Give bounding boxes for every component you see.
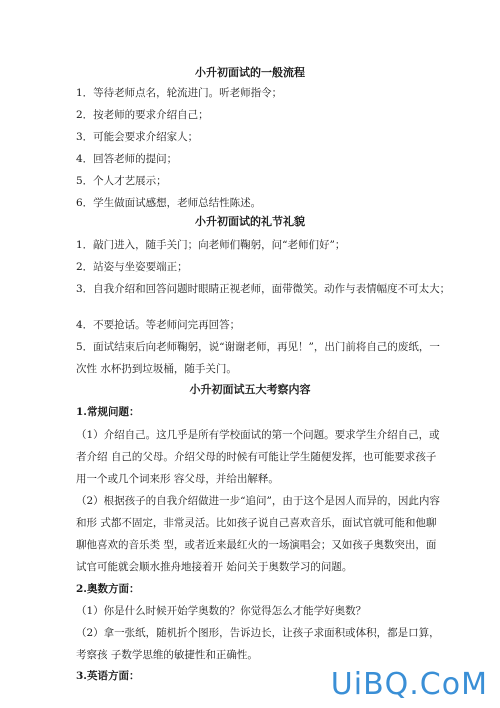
site-watermark: UiBQ.CoM — [330, 667, 488, 702]
list-item: 3．可能会要求介绍家人； — [76, 131, 199, 143]
paragraph-line: 和形 式都不固定，非常灵活。比如孩子说自己喜欢音乐，面试官就可能和他聊 — [76, 517, 437, 529]
paragraph-line: （2）拿一张纸，随机折个图形，告诉边长，让孩子求面积或体积，都是口算， — [76, 627, 440, 639]
list-item: 6．学生做面试感想，老师总结性陈述。 — [76, 197, 262, 209]
list-item: 5．面试结束后向老师鞠躬，说“谢谢老师，再见！”，出门前将自己的废纸，一 — [76, 341, 440, 353]
paragraph-line: 聊他喜欢的音乐类 型，或者近来最红火的一场演唱会；又如孩子奥数突出，面 — [76, 539, 437, 551]
paragraph-line: 者介绍 自己的父母。介绍父母的时候有可能让学生随便发挥，也可能要求孩子 — [76, 451, 437, 463]
section-title: 小升初面试的一般流程 — [195, 66, 305, 79]
list-item: 5．个人才艺展示； — [76, 175, 167, 187]
list-item: 1．敲门进入，随手关门；向老师们鞠躬，问“老师们好”； — [76, 239, 346, 251]
paragraph-line: 考察孩 子数学思维的敏捷性和正确性。 — [76, 649, 258, 661]
list-item: 4．不要抢话。等老师问完再回答； — [76, 319, 241, 331]
subsection-heading: 3.英语方面： — [76, 670, 140, 682]
paragraph-line: 用一个或几个词来形 容父母，并给出解释。 — [76, 473, 279, 485]
paragraph-line: （2）根据孩子的自我介绍做进一步“追问”，由于这个是因人而异的，因此内容 — [76, 495, 440, 507]
section-title: 小升初面试的礼节礼貌 — [195, 215, 305, 228]
list-item: 4．回答老师的提问； — [76, 153, 178, 165]
paragraph-line: （1）你是什么时候开始学奥数的？你觉得怎么才能学好奥数？ — [76, 605, 367, 617]
list-item: 2．按老师的要求介绍自己； — [76, 109, 209, 121]
list-item: 3．自我介绍和回答问题时眼睛正视老师，面带微笑。动作与表情幅度不可太大； — [76, 283, 451, 295]
section-title: 小升初面试五大考察内容 — [189, 383, 311, 396]
list-item: 1．等待老师点名，轮流进门。听老师指令； — [76, 87, 283, 99]
list-item: 2．站姿与坐姿要端正； — [76, 261, 188, 273]
subsection-heading: 2.奥数方面： — [76, 583, 140, 595]
list-item: 次性 水杯扔到垃圾桶，随手关门。 — [76, 363, 237, 375]
paragraph-line: 试官可能就会顺水推舟地接着开 始问关于奥数学习的问题。 — [76, 561, 353, 573]
paragraph-line: （1）介绍自己。这几乎是所有学校面试的第一个问题。要求学生介绍自己，或 — [76, 429, 440, 441]
subsection-heading: 1.常规问题： — [76, 406, 140, 418]
